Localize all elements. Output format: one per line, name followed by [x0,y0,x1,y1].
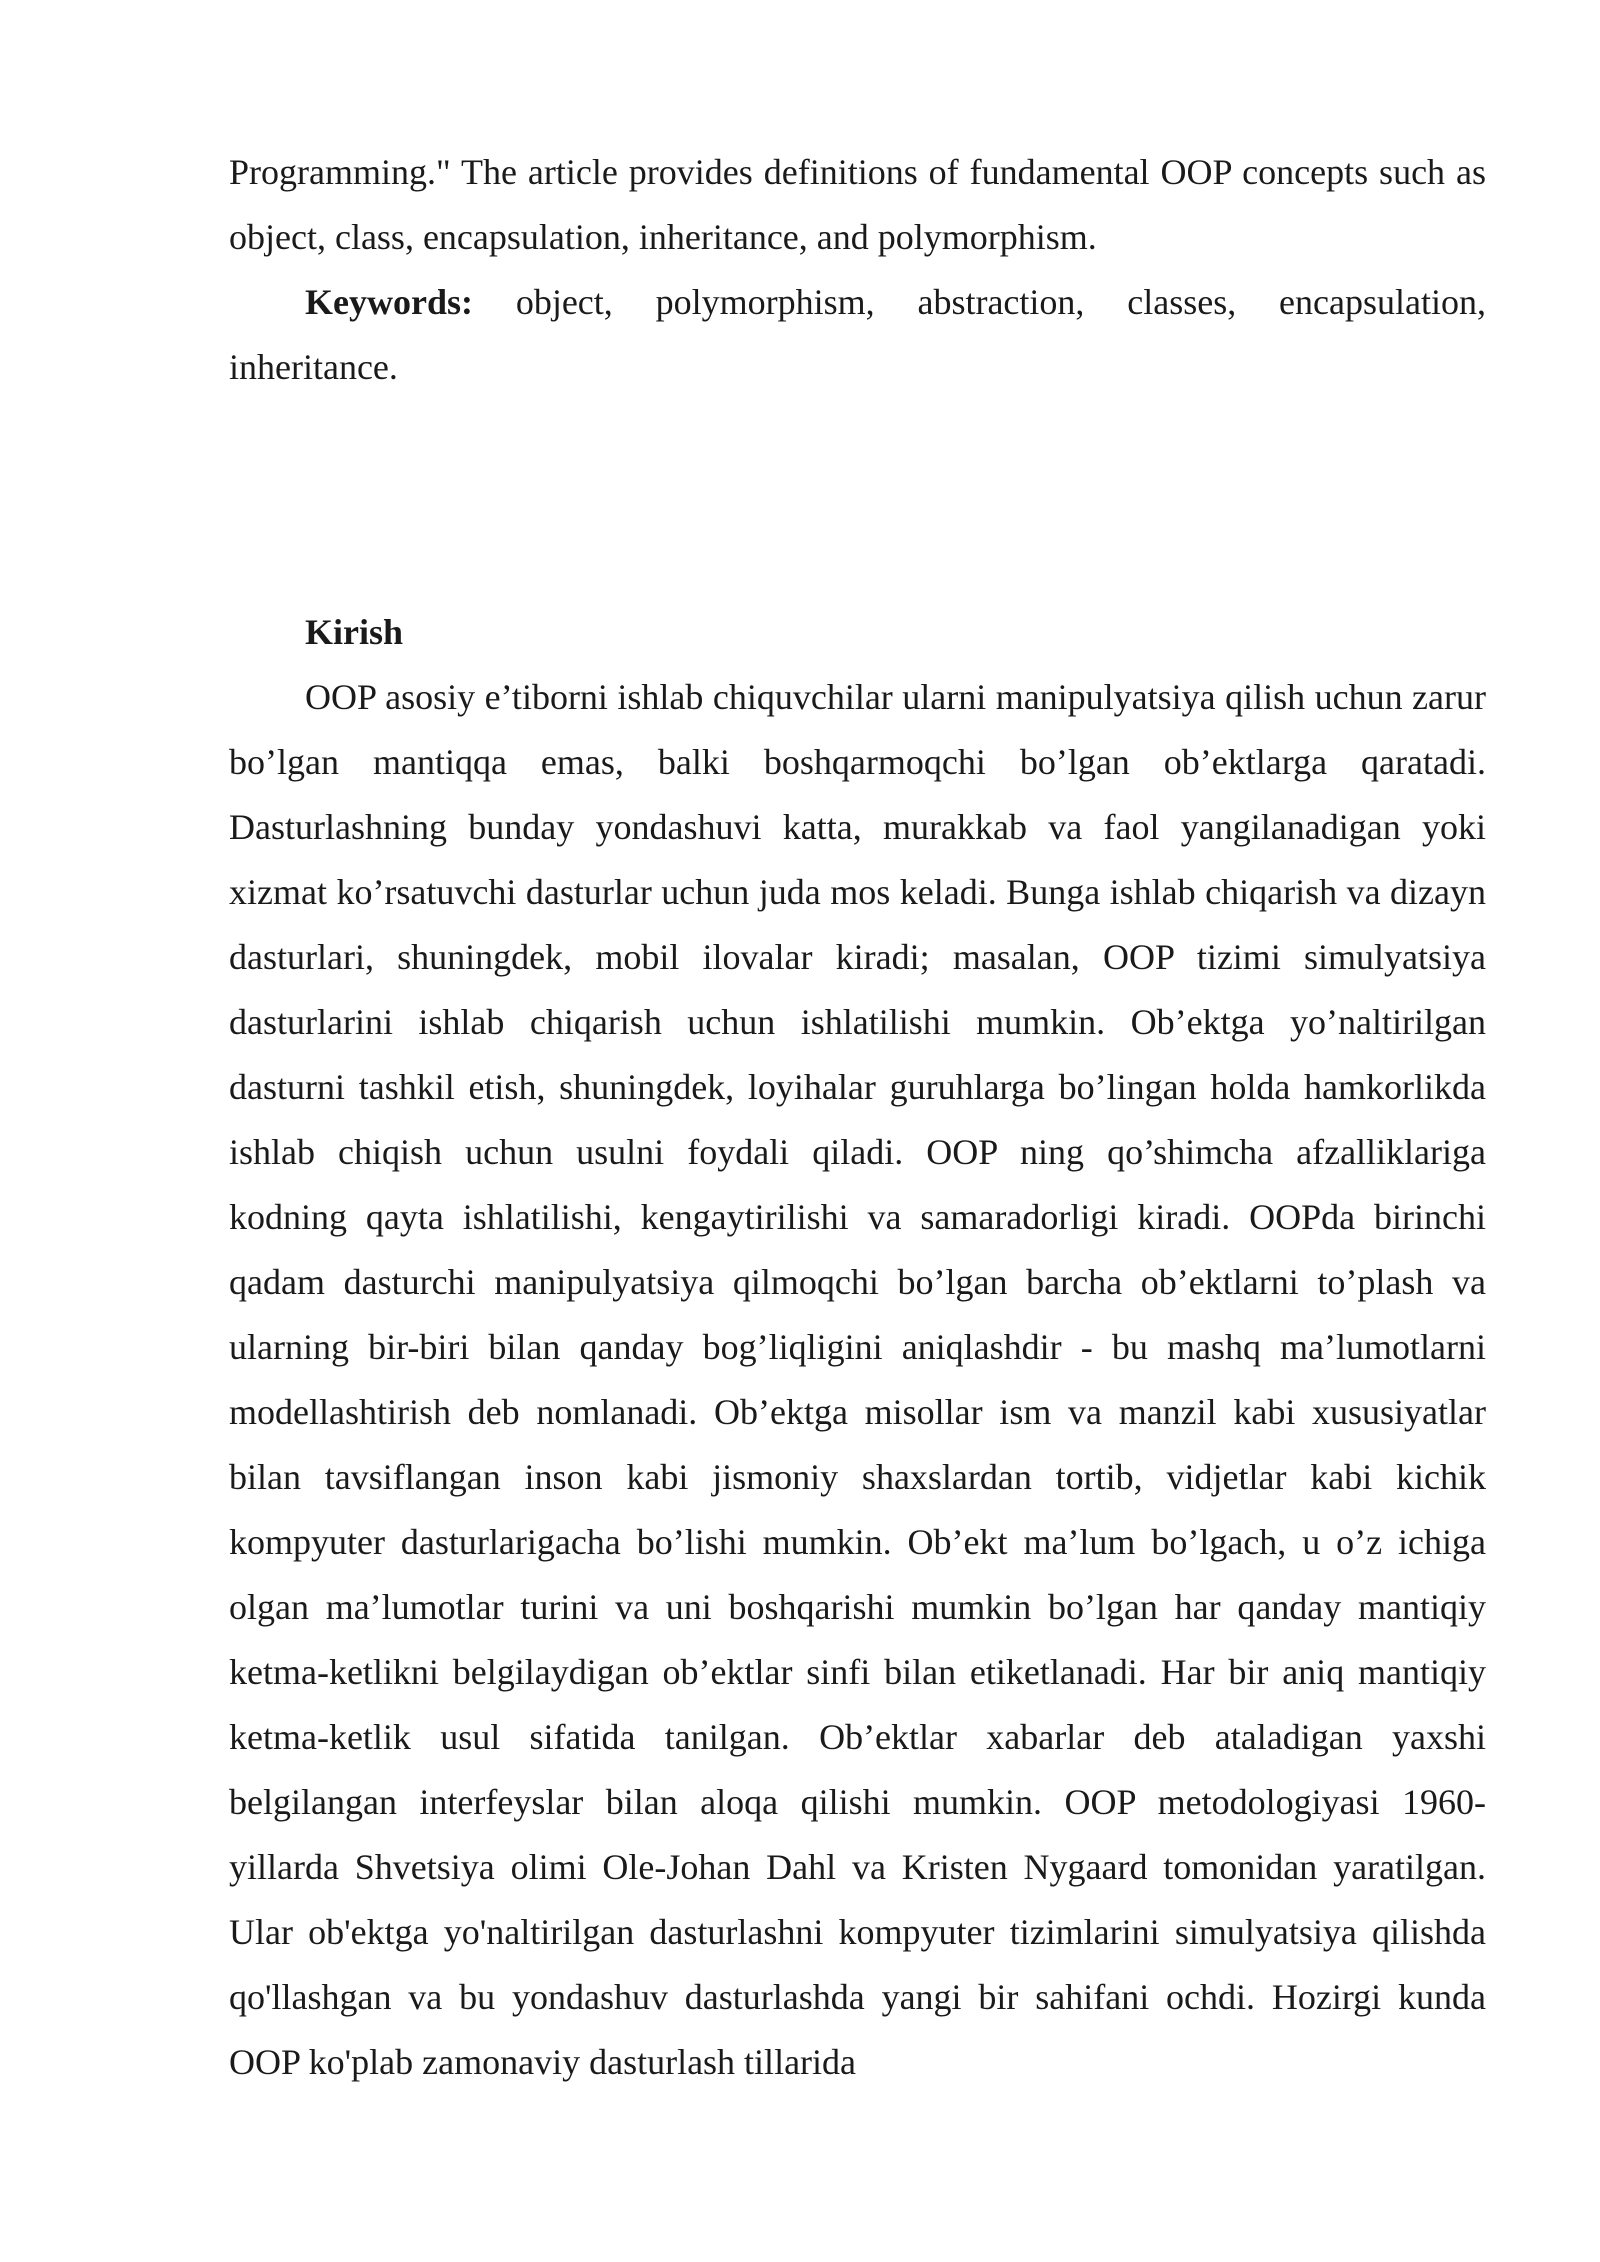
keywords-list: object, polymorphism, abstraction, classes, encapsulation, inheritance. [229,282,1486,387]
abstract-tail: Programming." The article provides definitions of fundamental OOP concepts such as object, class, encapsulation, inheritance, and polymorphism. [229,152,1486,257]
keywords-label: Keywords: [305,282,473,322]
section-body: OOP asosiy e’tiborni ishlab chiquvchilar ularni manipulyatsiya qilish uchun zarur bo’lgan mantiqqa emas, balki boshqarmoqchi bo’lgan ob’ektlarga qaratadi. Dasturlashning bunday yondashuvi katta, murakkab va faol yangilanadigan yoki xizmat ko’rsatuvchi dasturlar uchun juda mos keladi. Bunga ishlab chiqarish va dizayn dasturlari, shuningdek, mobil ilovalar kiradi; masalan, OOP tizimi simulyatsiya dasturlarini ishlab chiqarish uchun ishlatilishi mumkin. Ob’ektga yo’naltirilgan dasturni tashkil etish, shuningdek, loyihalar guruhlarga bo’lingan holda hamkorlikda ishlab chiqish uchun usulni foydali qiladi. OOP ning qo’shimcha afzalliklariga kodning qayta ishlatilishi, kengaytirilishi va samaradorligi kiradi. OOPda birinchi qadam dasturchi manipulyatsiya qilmoqchi bo’lgan barcha ob’ektlarni to’plash va ularning bir-biri bilan qanday bog’liqligini aniqlashdir - bu mashq ma’lumotlarni modellashtirish deb nomlanadi. Ob’ektga misollar ism va manzil kabi xususiyatlar bilan tavsiflangan inson kabi jismoniy shaxslardan tortib, vidjetlar kabi kichik kompyuter dasturlarigacha bo’lishi mumkin. Ob’ekt ma’lum bo’lgach, u o’z ichiga olgan ma’lumotlar turini va uni boshqarishi mumkin bo’lgan har qanday mantiqiy ketma-ketlikni belgilaydigan ob’ektlar sinfi bilan etiketlanadi. Har bir aniq mantiqiy ketma-ketlik usul sifatida tanilgan. Ob’ektlar xabarlar deb ataladigan yaxshi belgilangan interfeyslar bilan aloqa qilishi mumkin. OOP metodologiyasi 1960-yillarda Shvetsiya olimi Ole-Johan Dahl va Kristen Nygaard tomonidan yaratilgan. Ular ob'ektga yo'naltirilgan dasturlashni kompyuter tizimlarini simulyatsiya qilishda qo'llashgan va bu yondashuv dasturlashda yangi bir sahifani ochdi. Hozirgi kunda OOP ko'plab zamonaviy dasturlash tillarida [229,677,1486,2082]
keywords-paragraph [229,270,1486,400]
document-page [229,140,1486,2095]
section-heading: Kirish [305,612,404,652]
